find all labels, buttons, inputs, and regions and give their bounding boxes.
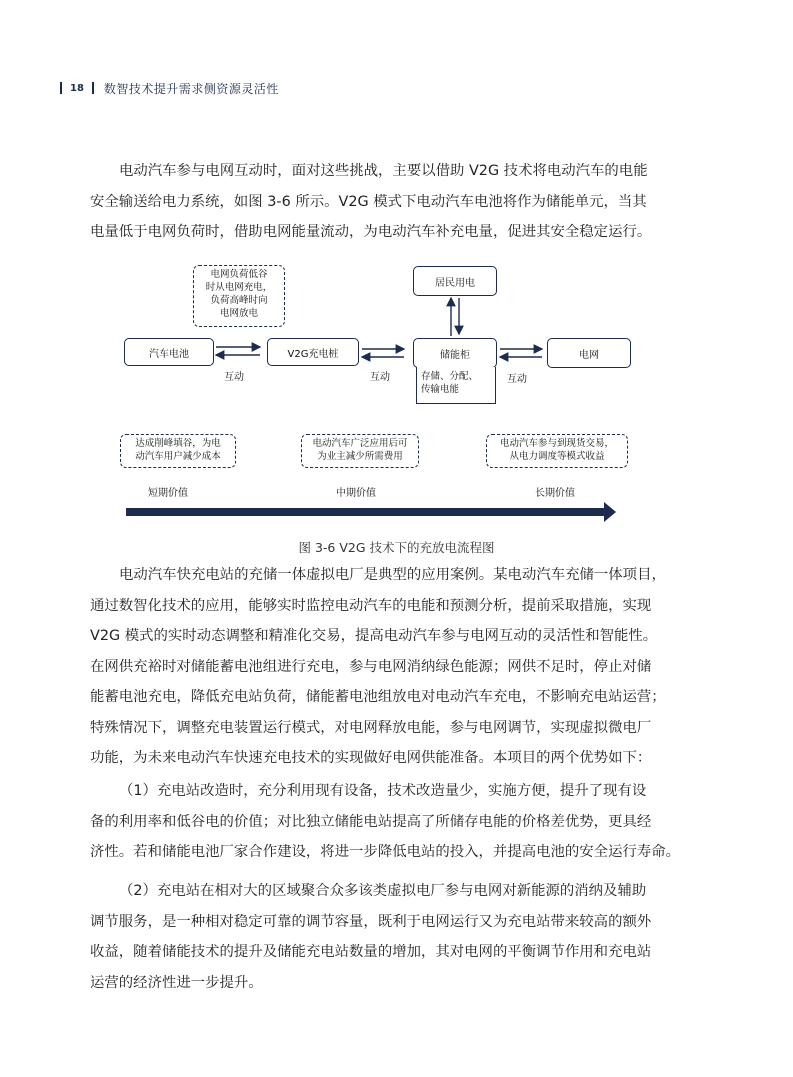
paragraph-advantage-2 bbox=[90, 876, 703, 998]
note-line: 为业主减少所需费用 bbox=[317, 451, 403, 462]
text-line: V2G 模式的实时动态调整和精准化交易，提高电动汽车参与电网互动的灵活性和智能性。 bbox=[90, 628, 658, 644]
text-line: 通过数智化技术的应用，能够实时监控电动汽车的电能和预测分析，提前采取措施，实现 bbox=[90, 597, 652, 614]
page-number: 18 bbox=[70, 82, 84, 94]
text-line: 安全输送给电力系统，如图 3-6 所示。V2G 模式下电动汽车电池将作为储能单元，当其 bbox=[90, 193, 647, 210]
text-line: （1）充电站改造时，充分利用现有设备，技术改造量少，实施方便，提升了现有设 bbox=[119, 783, 647, 799]
header-divider bbox=[60, 82, 62, 94]
value-box-short-term bbox=[120, 434, 236, 468]
note-line: 动汽车用户减少成本 bbox=[135, 451, 221, 462]
note-line: 从电力调度等模式收益 bbox=[509, 451, 605, 462]
note-line: 达成削峰填谷，为电 bbox=[135, 438, 221, 449]
label-long-term-value: 长期价值 bbox=[535, 488, 575, 499]
text-line: 电动汽车参与电网互动时，面对这些挑战，主要以借助 V2G 技术将电动汽车的电能 bbox=[119, 163, 648, 179]
note-line: 传输电能 bbox=[421, 384, 460, 395]
note-line: 存储、分配、 bbox=[421, 371, 479, 382]
text-line: 备的利用率和低谷电的价值；对比独立储能电站提高了所储存电能的价格差优势，更具经 bbox=[90, 813, 652, 830]
box-power-grid: 电网 bbox=[547, 338, 631, 368]
text-line: 运营的经济性进一步提升。 bbox=[90, 974, 263, 991]
value-box-long-term bbox=[486, 434, 628, 468]
header-divider bbox=[92, 82, 94, 94]
box-car-battery: 汽车电池 bbox=[124, 338, 214, 366]
note-line: 电动汽车广泛应用后可 bbox=[312, 438, 408, 449]
interact-label: 互动 bbox=[507, 374, 527, 385]
text-line: 特殊情况下，调整充电装置运行模式，对电网释放电能，参与电网调节，实现虚拟微电厂 bbox=[90, 719, 652, 736]
text-line: （2）充电站在相对大的区域聚合众多该类虚拟电厂参与电网对新能源的消纳及辅助 bbox=[119, 883, 647, 899]
interact-label: 互动 bbox=[224, 372, 244, 383]
text-line: 电量低于电网负荷时，借助电网能量流动，为电动汽车补充电量，促进其安全稳定运行。 bbox=[90, 224, 652, 240]
text-line: 济性。若和储能电池厂家合作建设，将进一步降低电站的投入，并提高电池的安全运行寿命。 bbox=[90, 844, 681, 860]
v2g-flow-diagram bbox=[110, 258, 630, 528]
label-mid-term-value: 中期价值 bbox=[336, 488, 376, 499]
text-line: 收益，随着储能技术的提升及储能充电站数量的增加，其对电网的平衡调节作用和充电站 bbox=[90, 944, 652, 960]
paragraph-case-study bbox=[90, 560, 703, 774]
note-line: 负荷高峰时向 bbox=[210, 295, 268, 306]
note-line: 电网放电 bbox=[219, 308, 258, 319]
storage-function-note bbox=[416, 367, 496, 404]
value-box-mid-term bbox=[301, 434, 419, 468]
paragraph-intro bbox=[90, 156, 703, 248]
text-line: 能蓄电池充电，降低充电站负荷，储能蓄电池组放电对电动汽车充电，不影响充电站运营； bbox=[90, 689, 666, 705]
running-header bbox=[60, 78, 279, 98]
note-line: 时从电网充电， bbox=[205, 282, 273, 293]
box-energy-storage: 储能柜 bbox=[413, 338, 497, 368]
box-residential-power: 居民用电 bbox=[413, 266, 497, 296]
label-short-term-value: 短期价值 bbox=[148, 488, 188, 499]
text-line: 功能，为未来电动汽车快速充电技术的实现做好电网供能准备。本项目的两个优势如下： bbox=[90, 750, 652, 766]
header-title: 数智技术提升需求侧资源灵活性 bbox=[103, 81, 279, 96]
text-line: 调节服务，是一种相对稳定可靠的调节容量，既利于电网运行又为充电站带来较高的额外 bbox=[90, 913, 652, 930]
box-v2g-charging-pile: V2G充电桩 bbox=[267, 338, 359, 366]
figure-caption: 图 3-6 V2G 技术下的充放电流程图 bbox=[298, 540, 495, 555]
paragraph-advantage-1 bbox=[90, 776, 703, 868]
note-line: 电网负荷低谷 bbox=[210, 269, 268, 280]
note-line: 电动汽车参与到现货交易， bbox=[499, 438, 614, 449]
text-line: 电动汽车快充电站的充储一体虚拟电厂是典型的应用案例。某电动汽车充储一体项目， bbox=[119, 567, 666, 583]
note-peak-valley bbox=[193, 265, 285, 327]
text-line: 在网供充裕时对储能蓄电池组进行充电，参与电网消纳绿色能源；网供不足时，停止对储 bbox=[90, 658, 652, 675]
interact-label: 互动 bbox=[370, 372, 390, 383]
